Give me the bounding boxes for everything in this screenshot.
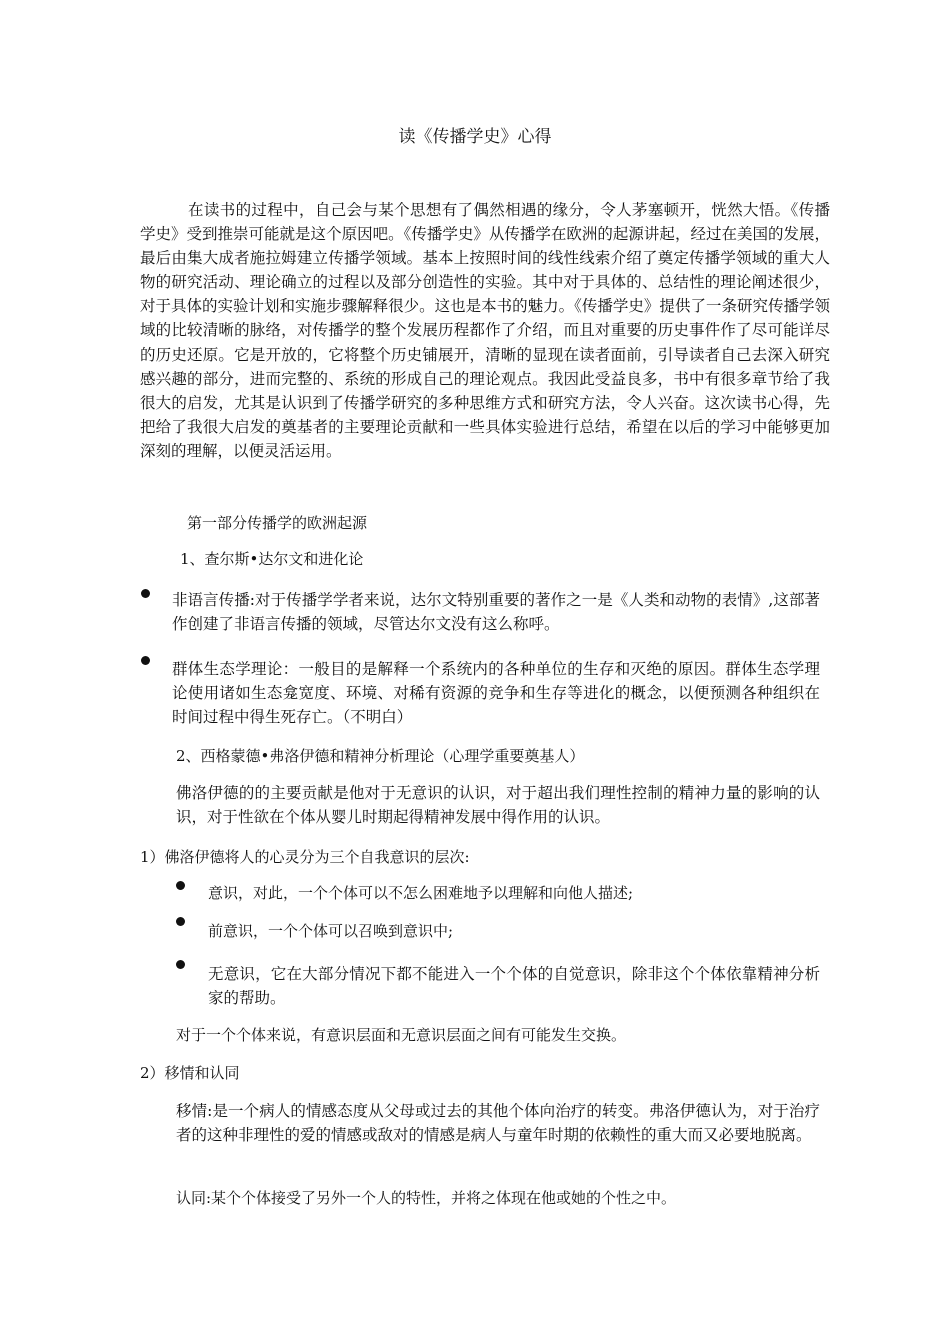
transference-paragraph: 移情:是一个病人的情感态度从父母或过去的其他个体向治疗的转变。弗洛伊德认为，对于治疗者的这种非理性的爱的情感或敌对的情感是病人与童年时期的依赖性的重大而又必要地脱离。 xyxy=(176,1102,820,1144)
document-title: 读《传播学史》心得 xyxy=(398,127,552,147)
bullet-icon xyxy=(141,589,150,598)
bullet-icon xyxy=(176,881,185,890)
darwin-bullet-ecology: 群体生态学理论：一般目的是解释一个系统内的各种单位的生存和灭绝的原因。群体生态学理论使用诸如生态龛宽度、环境、对稀有资源的竞争和生存等进化的概念，以便预测各种组织在时间过程中得生死存亡。（不明白） xyxy=(172,660,820,726)
section2-heading: 2、西格蒙德•弗洛伊德和精神分析理论（心理学重要奠基人） xyxy=(176,747,585,765)
exchange-sentence: 对于一个个体来说，有意识层面和无意识层面之间有可能发生交换。 xyxy=(176,1026,627,1044)
level-conscious: 意识，对此，一个个体可以不怎么困难地予以理解和向他人描述; xyxy=(208,884,634,902)
sub1-heading: 1）佛洛伊德将人的心灵分为三个自我意识的层次: xyxy=(140,848,470,866)
sub2-heading: 2）移情和认同 xyxy=(140,1064,240,1082)
bullet-icon xyxy=(176,917,185,926)
section1-heading: 1、查尔斯•达尔文和进化论 xyxy=(180,550,364,568)
intro-paragraph: 在读书的过程中，自己会与某个思想有了偶然相遇的缘分，令人茅塞顿开，恍然大悟。《传播学史》受到推崇可能就是这个原因吧。《传播学史》从传播学在欧洲的起源讲起，经过在美国的发展，最后由集大成者施拉姆建立传播学领域。基本上按照时间的线性线索介绍了奠定传播学领域的重大人物的研究活动、理论确立的过程以及部分创造性的实验。其中对于具体的、总结性的理论阐述很少，对于具体的实验计划和实施步骤解释很少。这也是本书的魅力。《传播学史》提供了一条研究传播学领域的比较清晰的脉络，对传播学的整个发展历程都作了介绍，而且对重要的历史事件作了尽可能详尽的历史还原。它是开放的，它将整个历史铺展开，清晰的显现在读者面前，引导读者自己去深入研究感兴趣的部分，进而完整的、系统的形成自己的理论观点。我因此受益良多，书中有很多章节给了我很大的启发，尤其是认识到了传播学研究的多种思维方式和研究方法，令人兴奋。这次读书心得，先把给了我很大启发的奠基者的主要理论贡献和一些具体实验进行总结，希望在以后的学习中能够更加深刻的理解，以便灵活运用。 xyxy=(140,201,830,460)
level-preconscious: 前意识，一个个体可以召唤到意识中; xyxy=(208,922,454,940)
bullet-icon xyxy=(176,960,185,969)
freud-contribution: 佛洛伊德的的主要贡献是他对于无意识的认识，对于超出我们理性控制的精神力量的影响的认识，对于性欲在个体从婴儿时期起得精神发展中得作用的认识。 xyxy=(176,784,820,826)
darwin-bullet-nonverbal: 非语言传播:对于传播学学者来说，达尔文特别重要的著作之一是《人类和动物的表情》,这部著作创建了非语言传播的领域，尽管达尔文没有这么称呼。 xyxy=(172,591,820,633)
bullet-icon xyxy=(141,656,150,665)
part1-heading: 第一部分传播学的欧洲起源 xyxy=(187,514,368,532)
identification-paragraph: 认同:某个个体接受了另外一个人的特性，并将之体现在他或她的个性之中。 xyxy=(176,1189,677,1207)
level-unconscious: 无意识，它在大部分情况下都不能进入一个个体的自觉意识，除非这个个体依靠精神分析家的帮助。 xyxy=(208,965,820,1007)
